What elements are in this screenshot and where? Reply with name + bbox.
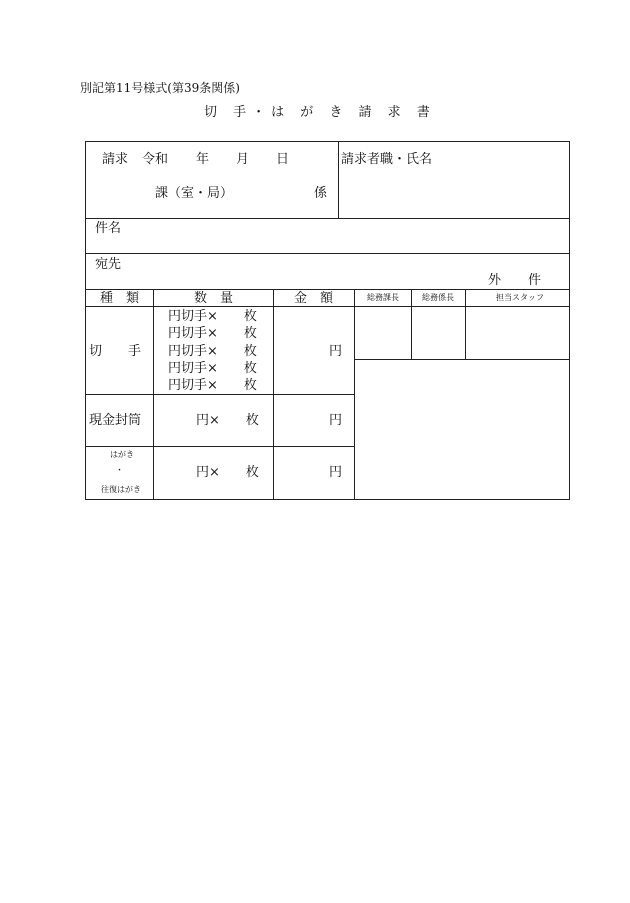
unit-label: 係	[314, 186, 328, 201]
rule-stamps-bottom	[85, 394, 354, 395]
rule-col-type	[153, 289, 154, 500]
stamp-line: 円切手× 枚	[168, 378, 257, 393]
day-label: 日	[276, 152, 290, 167]
postcard-yen: 円	[329, 465, 343, 480]
rule-request-bottom	[85, 218, 570, 219]
stamps-label: 切 手	[89, 344, 142, 359]
items-label: 件	[528, 273, 542, 288]
subject-label: 件名	[95, 221, 122, 236]
section-label: 課（室・局）	[155, 186, 234, 201]
postcard-label-mid: ・	[115, 466, 125, 476]
header-approver1: 総務課長	[367, 293, 399, 302]
destination-label: 宛先	[95, 257, 122, 272]
rule-col-qty	[273, 289, 274, 500]
header-quantity: 数 量	[194, 291, 234, 306]
rule-col-approver2	[465, 289, 466, 359]
year-label: 年	[196, 152, 210, 167]
header-amount: 金 額	[294, 291, 334, 306]
rule-col-approver1	[411, 289, 412, 359]
era-label: 令和	[142, 152, 169, 167]
header-approver3: 担当スタッフ	[496, 293, 544, 302]
rule-destination-bottom	[85, 289, 570, 290]
rule-header-bottom	[85, 306, 570, 307]
rule-requester-divider	[338, 141, 339, 218]
request-label: 請求	[102, 152, 129, 167]
postcard-label-top: はがき	[110, 450, 134, 459]
postcard-label-bottom: 往復はがき	[101, 485, 141, 494]
rule-cash-bottom	[85, 446, 354, 447]
requester-label: 請求者職・氏名	[341, 152, 433, 167]
form-number: 別記第11号様式(第39条関係)	[80, 81, 240, 95]
cash-envelope-qty: 円× 枚	[196, 413, 259, 428]
header-approver2: 総務係長	[422, 293, 454, 302]
stamp-line: 円切手× 枚	[168, 344, 257, 359]
header-type: 種 類	[100, 291, 140, 306]
rule-col-amount	[354, 289, 355, 500]
stamps-yen: 円	[329, 344, 343, 359]
stamp-line: 円切手× 枚	[168, 326, 257, 341]
rule-subject-bottom	[85, 253, 570, 254]
outside-label: 外	[488, 273, 502, 288]
page-title: 切 手・は が き 請 求 書	[204, 105, 436, 120]
rule-approval-bottom	[354, 359, 570, 360]
postcard-qty: 円× 枚	[196, 465, 259, 480]
cash-envelope-label: 現金封筒	[89, 413, 142, 428]
stamp-line: 円切手× 枚	[168, 361, 257, 376]
stamp-line: 円切手× 枚	[168, 309, 257, 324]
month-label: 月	[236, 152, 250, 167]
cash-envelope-yen: 円	[329, 413, 343, 428]
